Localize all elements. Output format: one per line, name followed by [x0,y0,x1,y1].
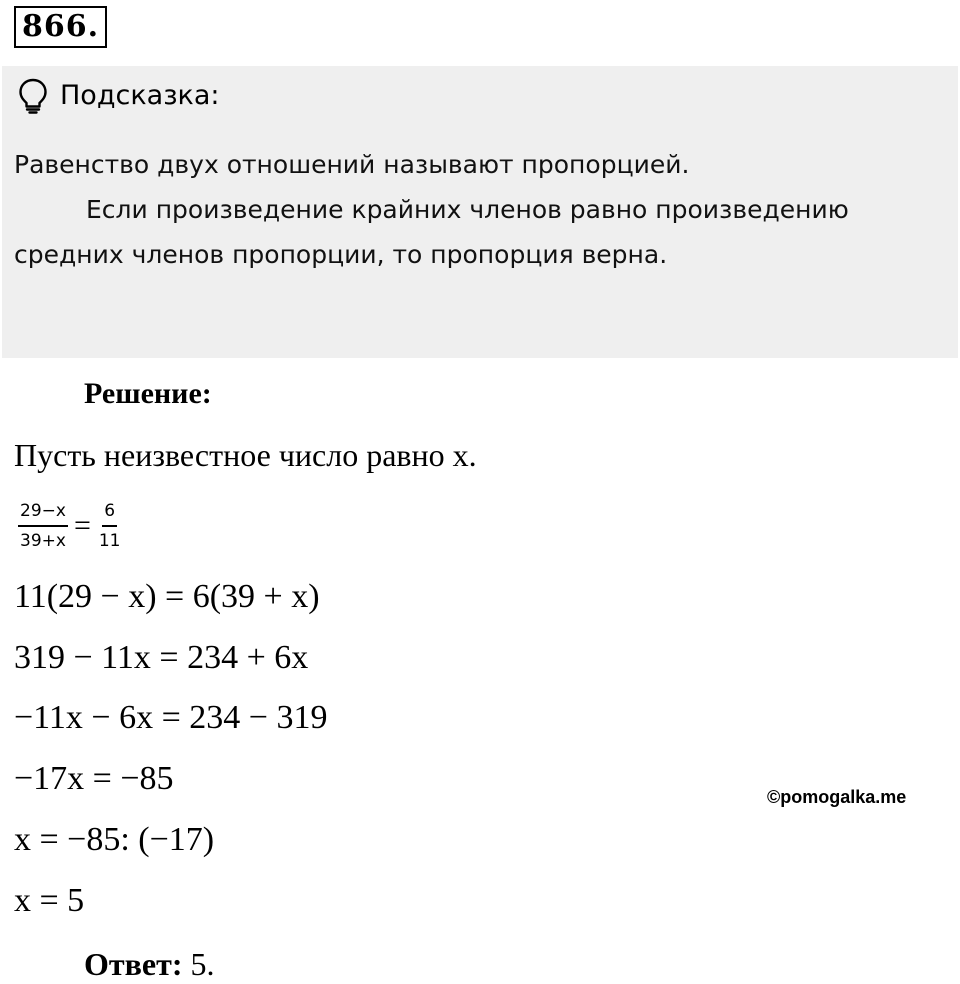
lightbulb-icon [18,78,48,114]
hint-rule: Если произведение крайних членов равно произведению средних членов пропорции, то пропорция верна. [14,195,849,269]
proportion-equation [18,496,123,556]
equals-sign: = [73,509,91,542]
hint-panel [2,66,958,358]
solution-step-2: 319 − 11x = 234 + 6x [14,639,309,676]
problem-number: 866. [14,6,107,48]
watermark: ©pomogalka.me [767,787,907,807]
solution-step-3: −11x − 6x = 234 − 319 [14,699,328,736]
right-denominator: 11 [98,531,121,551]
solution-step-6: x = 5 [14,882,85,919]
right-numerator: 6 [102,500,117,527]
solution-intro: Пусть неизвестное число равно х. [14,437,477,473]
hint-definition: Равенство двух отношений называют пропорцией. [14,150,690,179]
left-denominator: 39+x [20,531,66,551]
right-fraction [97,500,123,552]
solution-title: Решение: [84,377,212,410]
solution-step-5: x = −85: (−17) [14,821,215,858]
left-numerator: 29−x [18,500,68,527]
answer [84,944,214,984]
solution-step-4: −17x = −85 [14,760,174,797]
hint-header [18,78,220,114]
answer-value: 5. [182,946,215,982]
hint-text [14,142,914,277]
hint-title: Подсказка: [60,80,220,111]
solution-step-1: 11(29 − x) = 6(39 + x) [14,578,320,615]
answer-label: Ответ: [84,946,183,982]
left-fraction [18,500,68,552]
